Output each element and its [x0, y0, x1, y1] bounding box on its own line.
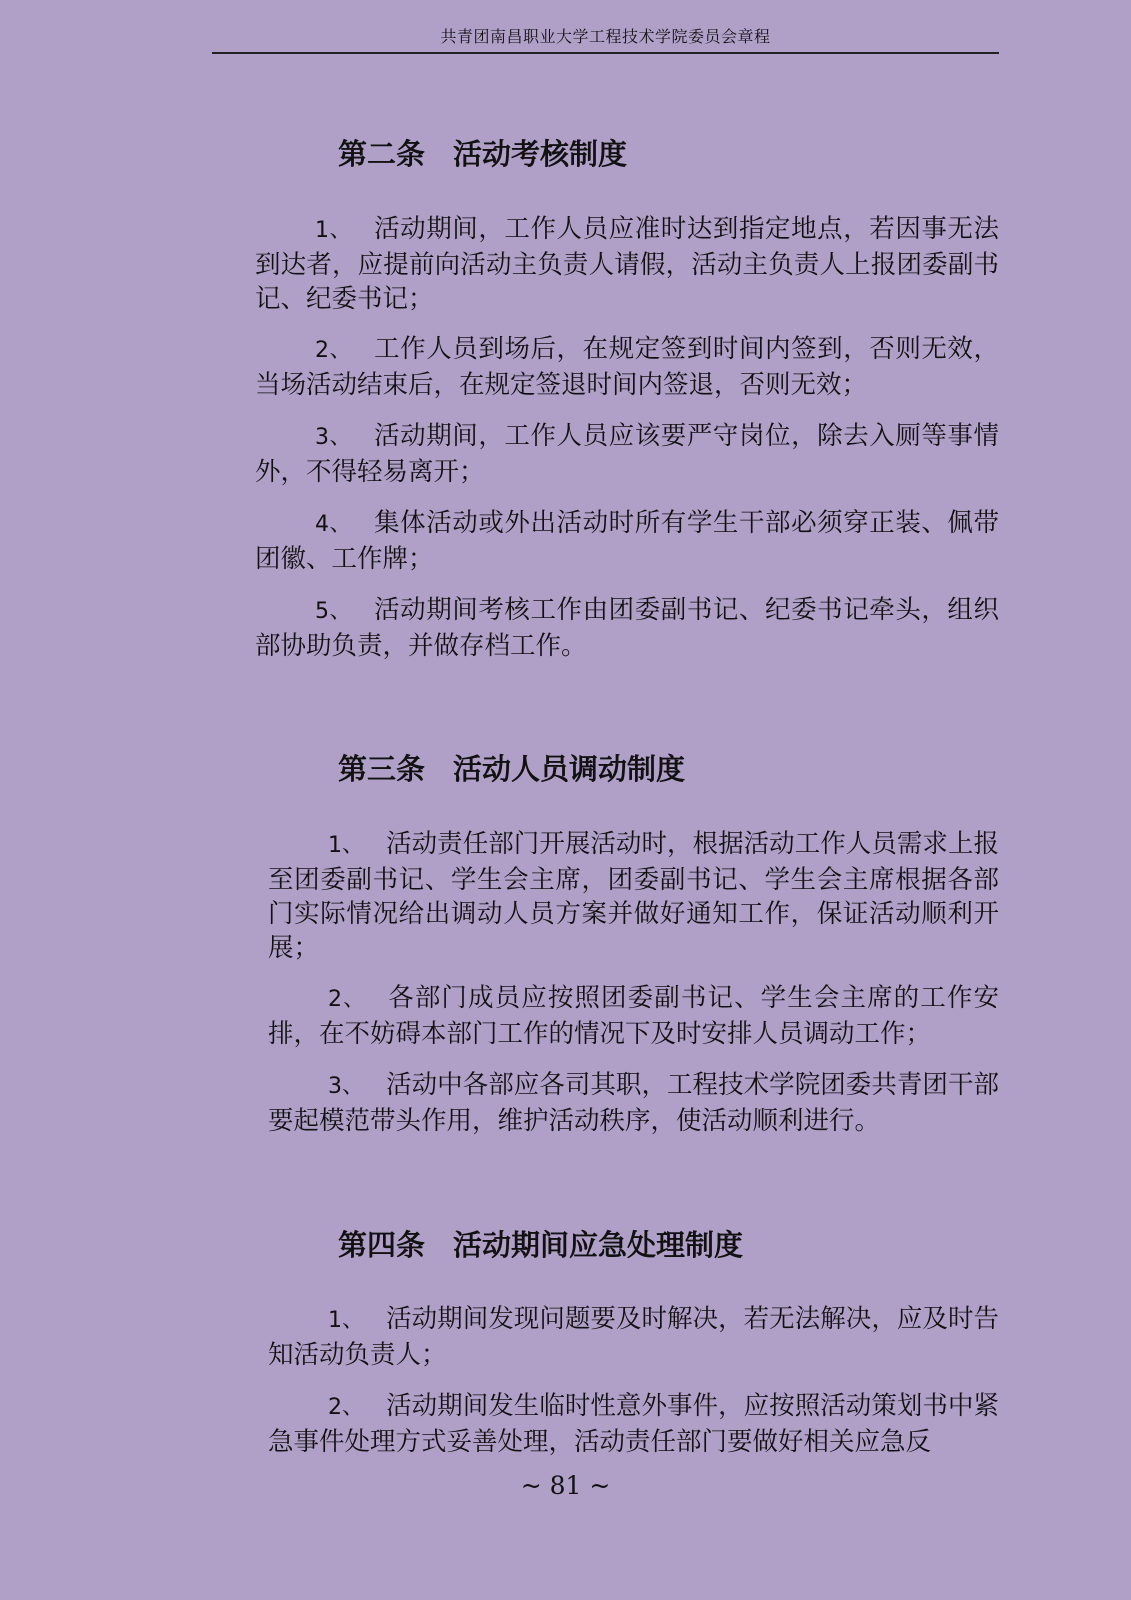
- item-index: 5、: [315, 599, 353, 624]
- article-2-item-1: [255, 212, 999, 316]
- item-text: 各部门成员应按照团委副书记、学生会主席的工作安排，在不妨碍本部门工作的情况下及时安排人员调动工作；: [268, 983, 999, 1049]
- item-index: 2、: [315, 338, 353, 363]
- article-title: 活动期间应急处理制度: [453, 1228, 744, 1262]
- article-title: 活动考核制度: [453, 137, 628, 171]
- article-4-heading: [338, 1228, 743, 1262]
- item-text: 活动期间考核工作由团委副书记、纪委书记牵头，组织部协助负责，并做存档工作。: [255, 595, 999, 661]
- article-2-item-2: [255, 332, 999, 402]
- page-number: ~ 81 ~: [520, 1471, 611, 1500]
- item-index: 4、: [315, 512, 353, 537]
- item-index: 1、: [328, 1308, 365, 1333]
- article-number: 第二条: [338, 137, 426, 171]
- item-index: 2、: [328, 1395, 365, 1420]
- item-text: 集体活动或外出活动时所有学生干部必须穿正装、佩带团徽、工作牌；: [255, 508, 999, 574]
- item-text: 活动期间，工作人员应该要严守岗位，除去入厕等事情外，不得轻易离开；: [255, 421, 999, 487]
- article-2-heading: [338, 137, 627, 171]
- item-text: 工作人员到场后，在规定签到时间内签到，否则无效，当场活动结束后，在规定签退时间内签退，否则无效；: [255, 334, 999, 400]
- item-text: 活动责任部门开展活动时，根据活动工作人员需求上报至团委副书记、学生会主席，团委副书记、学生会主席根据各部门实际情况给出调动人员方案并做好通知工作，保证活动顺利开展；: [268, 829, 999, 963]
- article-4-item-2: [268, 1389, 999, 1459]
- item-text: 活动期间，工作人员应准时达到指定地点，若因事无法到达者，应提前向活动主负责人请假，活动主负责人上报团委副书记、纪委书记；: [255, 214, 999, 314]
- article-3-item-2: [268, 981, 999, 1051]
- item-index: 3、: [328, 1074, 365, 1099]
- article-3-item-3: [268, 1068, 999, 1138]
- page-header: [212, 26, 999, 54]
- article-3-item-1: [268, 827, 999, 965]
- article-number: 第三条: [338, 752, 426, 786]
- article-4-item-1: [268, 1302, 999, 1372]
- item-text: 活动期间发生临时性意外事件，应按照活动策划书中紧急事件处理方式妥善处理，活动责任部门要做好相关应急反: [268, 1391, 999, 1457]
- item-index: 1、: [315, 218, 353, 243]
- item-index: 3、: [315, 425, 353, 450]
- article-2-item-3: [255, 419, 999, 489]
- article-number: 第四条: [338, 1228, 426, 1262]
- item-index: 2、: [328, 987, 367, 1012]
- article-2-item-5: [255, 593, 999, 663]
- article-2-item-4: [255, 506, 999, 576]
- item-text: 活动期间发现问题要及时解决，若无法解决，应及时告知活动负责人；: [268, 1304, 999, 1370]
- article-3-heading: [338, 752, 685, 786]
- header-title: 共青团南昌职业大学工程技术学院委员会章程: [440, 27, 771, 46]
- item-text: 活动中各部应各司其职，工程技术学院团委共青团干部要起模范带头作用，维护活动秩序，使活动顺利进行。: [268, 1070, 999, 1136]
- item-index: 1、: [328, 833, 365, 858]
- article-title: 活动人员调动制度: [453, 752, 686, 786]
